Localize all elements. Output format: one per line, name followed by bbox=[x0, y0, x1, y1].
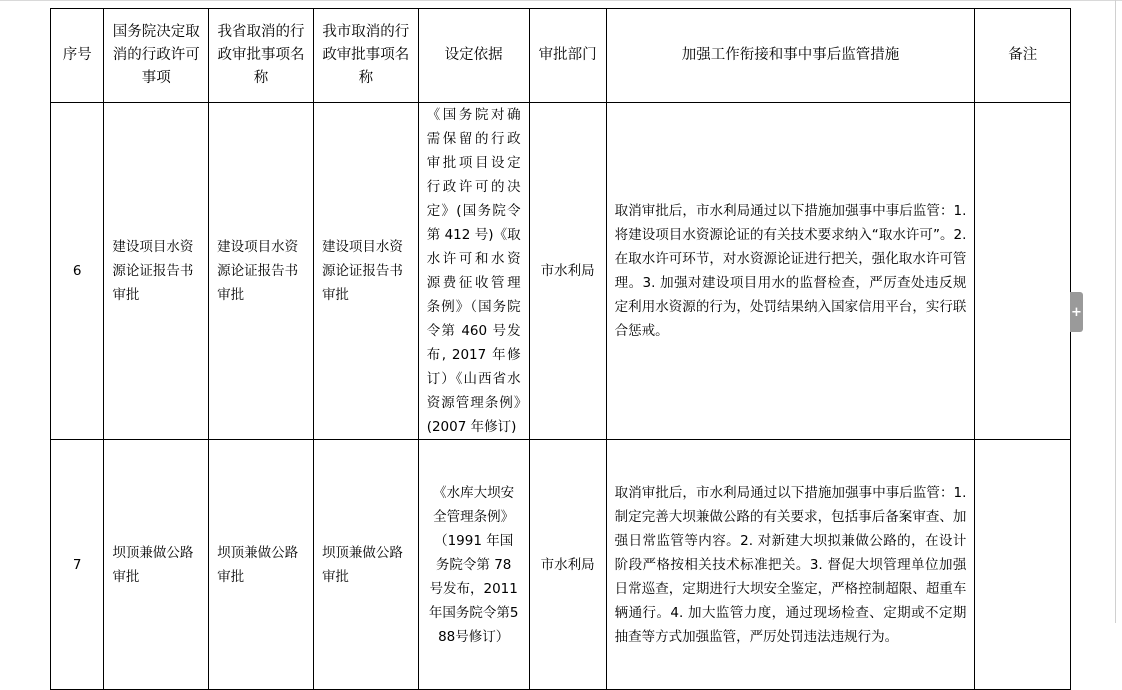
table-header-row bbox=[51, 9, 1071, 103]
page-top-rule bbox=[0, 0, 1122, 1]
cell-basis: 《国务院对确需保留的行政审批项目设定行政许可的决定》(国务院令第 412 号)《取水许可和水资源费征收管理条例》（国务院令第 460 号发布, 2017 年修订）《山西省水资源管理条例》(2007 年修订) bbox=[418, 103, 529, 440]
header-measures: 加强工作衔接和事中事后监管措施 bbox=[606, 9, 975, 103]
cell-notes bbox=[975, 103, 1071, 440]
cell-dept: 市水利局 bbox=[529, 103, 606, 440]
approval-items-table bbox=[50, 8, 1071, 690]
header-basis: 设定依据 bbox=[418, 9, 529, 103]
header-state-item: 国务院决定取消的行政许可事项 bbox=[104, 9, 209, 103]
table-row bbox=[51, 103, 1071, 440]
header-province-item: 我省取消的行政审批事项名称 bbox=[209, 9, 314, 103]
plus-icon: + bbox=[1071, 304, 1082, 320]
cell-basis: 《水库大坝安全管理条例》（1991 年国务院令第 78 号发布，2011 年国务院令第588号修订） bbox=[418, 440, 529, 690]
cell-measures: 取消审批后，市水利局通过以下措施加强事中事后监管：1. 将建设项目水资源论证的有关技术要求纳入“取水许可”。2. 在取水许可环节，对水资源论证进行把关，强化取水许可管理。3. 加强对建设项目用水的监督检查，严厉查处违反规定利用水资源的行为，处罚结果纳入国家信用平台，实行联合惩戒。 bbox=[606, 103, 975, 440]
cell-seq: 6 bbox=[51, 103, 104, 440]
cell-city-item: 坝顶兼做公路审批 bbox=[313, 440, 418, 690]
header-city-item: 我市取消的行政审批事项名称 bbox=[313, 9, 418, 103]
side-expand-tab[interactable] bbox=[1070, 292, 1083, 332]
cell-measures: 取消审批后，市水利局通过以下措施加强事中事后监管：1. 制定完善大坝兼做公路的有关要求，包括事后备案审查、加强日常监管等内容。2. 对新建大坝拟兼做公路的，在设计阶段严格按相关技术标准把关。3. 督促大坝管理单位加强日常巡查，定期进行大坝安全鉴定，严格控制超限、超重车辆通行。4. 加大监管力度，通过现场检查、定期或不定期抽查等方式加强监管，严厉处罚违法违规行为。 bbox=[606, 440, 975, 690]
header-notes: 备注 bbox=[975, 9, 1071, 103]
cell-seq: 7 bbox=[51, 440, 104, 690]
cell-state-item: 坝顶兼做公路审批 bbox=[104, 440, 209, 690]
cell-notes bbox=[975, 440, 1071, 690]
cell-province-item: 坝顶兼做公路审批 bbox=[209, 440, 314, 690]
cell-province-item: 建设项目水资源论证报告书审批 bbox=[209, 103, 314, 440]
header-dept: 审批部门 bbox=[529, 9, 606, 103]
table-row bbox=[51, 440, 1071, 690]
cell-city-item: 建设项目水资源论证报告书审批 bbox=[313, 103, 418, 440]
header-seq: 序号 bbox=[51, 9, 104, 103]
cell-state-item: 建设项目水资源论证报告书审批 bbox=[104, 103, 209, 440]
page-right-rule bbox=[1115, 0, 1116, 623]
cell-dept: 市水利局 bbox=[529, 440, 606, 690]
